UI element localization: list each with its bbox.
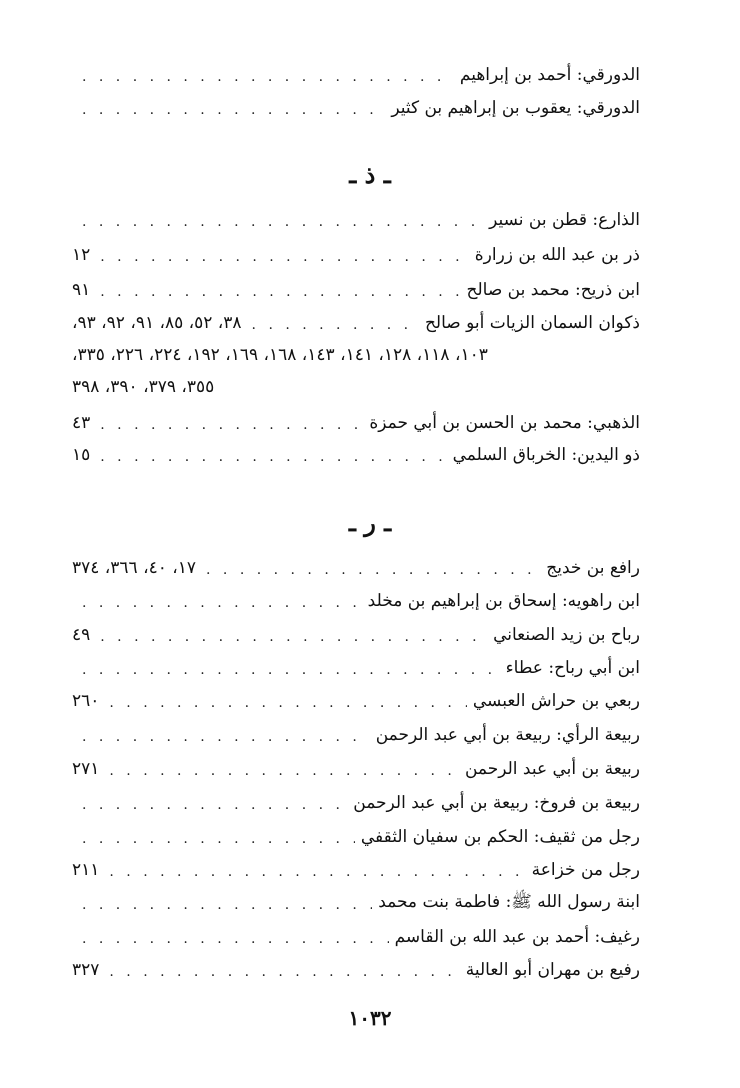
leader-dots (109, 960, 459, 980)
leader-dots (100, 245, 468, 265)
index-entry (72, 754, 640, 784)
index-entry (72, 720, 640, 750)
entry-pages: ٣٨، ٥٢، ٨٥، ٩١، ٩٢، ٩٣، (72, 313, 242, 333)
index-entry (72, 788, 640, 818)
section-heading-dhal: ـ ذ ـ (349, 160, 391, 189)
leader-dots (252, 313, 419, 333)
index-entry (72, 955, 640, 985)
entry-name: ابن ذريح: محمد بن صالح (466, 280, 640, 300)
index-entry (72, 888, 640, 918)
entry-pages: ١٧، ٤٠، ٣٦٦، ٣٧٤ (72, 558, 197, 578)
entry-name: الدورقي: أحمد بن إبراهيم (459, 65, 640, 85)
leader-dots (100, 625, 487, 645)
index-entry (72, 408, 640, 438)
index-entry (72, 93, 640, 123)
page-number: ١٠٣٢ (348, 1006, 392, 1030)
leader-dots (109, 860, 525, 880)
index-entry (72, 822, 640, 852)
index-entry (72, 440, 640, 470)
leader-dots (82, 98, 385, 118)
entry-name: الدورقي: يعقوب بن إبراهيم بن كثير (391, 98, 640, 118)
section-heading-ra: ـ ر ـ (348, 508, 392, 537)
entry-name: الذارع: قطن بن نسير (489, 210, 640, 230)
entry-name: رجل من ثقيف: الحكم بن سفيان الثقفي (360, 827, 640, 847)
leader-dots (82, 927, 389, 947)
index-entry (72, 308, 640, 338)
leader-dots (109, 759, 459, 779)
index-entry (72, 240, 640, 270)
leader-dots (82, 210, 483, 230)
index-entry (72, 275, 640, 305)
entry-pages: ٤٣ (72, 413, 91, 433)
index-entry (72, 855, 640, 885)
index-entry (72, 686, 640, 716)
leader-dots (82, 893, 372, 913)
entry-name: رباح بن زيد الصنعاني (493, 625, 640, 645)
leader-dots (82, 827, 355, 847)
leader-dots (82, 658, 500, 678)
entry-name: رافع بن خديج (546, 558, 640, 578)
entry-name: ابن أبي رباح: عطاء (505, 658, 640, 678)
entry-name: ذكوان السمان الزيات أبو صالح (424, 313, 640, 333)
entry-pages: ٣٢٧ (72, 960, 100, 980)
index-entry (72, 653, 640, 683)
entry-pages: ٢٦٠ (72, 691, 100, 711)
entry-pages: ١٢ (72, 245, 91, 265)
leader-dots (206, 558, 540, 578)
index-entry (72, 922, 640, 952)
entry-name: ذو اليدين: الخرباق السلمي (452, 445, 640, 465)
entry-pages: ٢١١ (72, 860, 100, 880)
entry-name: ربيعة بن أبي عبد الرحمن (464, 759, 640, 779)
entry-pages: ١٥ (72, 445, 91, 465)
leader-dots (82, 725, 370, 745)
leader-dots (100, 413, 363, 433)
entry-pages: ٢٧١ (72, 759, 100, 779)
index-entry (72, 553, 640, 583)
index-entry (72, 620, 640, 650)
leader-dots (82, 65, 454, 85)
entry-name: الذهبي: محمد بن الحسن بن أبي حمزة (369, 413, 640, 433)
leader-dots (82, 793, 347, 813)
entry-name: رجل من خزاعة (531, 860, 640, 880)
index-entry (72, 60, 640, 90)
entry-name: رفيع بن مهران أبو العالية (465, 960, 640, 980)
leader-dots (109, 691, 466, 711)
entry-name: ربعي بن حراش العبسي (472, 691, 640, 711)
entry-name: ابن راهويه: إسحاق بن إبراهيم بن مخلد (367, 591, 640, 611)
entry-pages: ٩١ (72, 280, 91, 300)
leader-dots (100, 445, 446, 465)
entry-name: ربيعة الرأي: ربيعة بن أبي عبد الرحمن (375, 725, 640, 745)
entry-name: ذر بن عبد الله بن زرارة (474, 245, 640, 265)
entry-name: ابنة رسول الله ﷺ: فاطمة بنت محمد (378, 891, 640, 912)
leader-dots (100, 280, 460, 300)
index-entry (72, 586, 640, 616)
entry-pages: ٤٩ (72, 625, 91, 645)
leader-dots (82, 591, 362, 611)
entry-name: رغيف: أحمد بن عبد الله بن القاسم (394, 927, 640, 947)
entry-name: ربيعة بن فروخ: ربيعة بن أبي عبد الرحمن (353, 793, 640, 813)
index-entry (72, 205, 640, 235)
entry-continuation: ٣٥٥، ٣٧٩، ٣٩٠، ٣٩٨ (72, 377, 215, 397)
entry-continuation: ١٠٣، ١١٨، ١٢٨، ١٤١، ١٤٣، ١٦٨، ١٦٩، ١٩٢، ٢٢٤، ٢٢٦، ٣٣٥، (72, 345, 488, 365)
